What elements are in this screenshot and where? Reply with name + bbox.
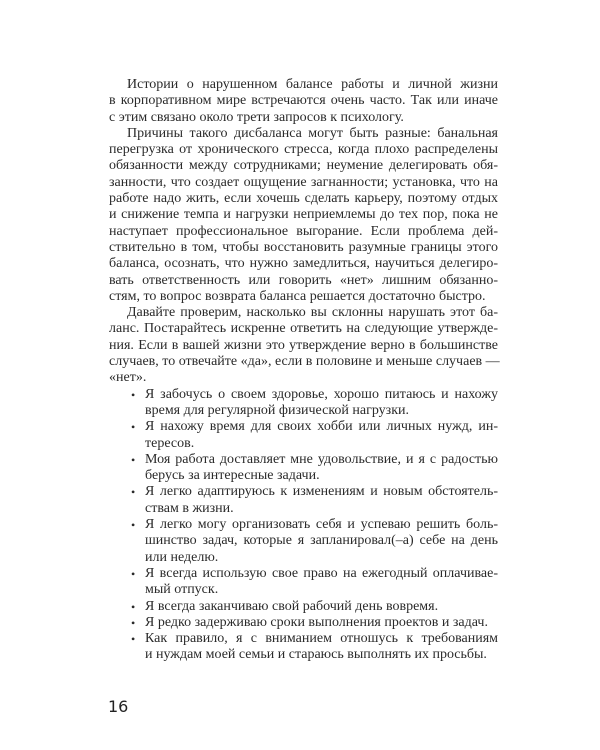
- list-item-line: [109, 599, 498, 615]
- list-item-text: Я нахожу время для своих хобби или личных нужд, ин-: [145, 419, 498, 435]
- bullet-icon: •: [131, 566, 136, 581]
- list-item-text: Как правило, я с вниманием отношусь к требованиям: [145, 631, 498, 647]
- text-line: Давайте проверим, насколько вы склонны нарушать этот ба-: [127, 305, 498, 321]
- text-line: с этим связано около трети запросов к психологу.: [109, 109, 404, 125]
- bullet-icon: •: [131, 420, 136, 435]
- text-line: Истории о нарушенном балансе работы и личной жизни: [127, 77, 498, 92]
- body-text: [109, 77, 498, 664]
- list-item-line: [109, 501, 498, 517]
- text-line: случаев, то отвечайте «да», если в половине и меньше случаев —: [109, 354, 500, 370]
- list-item: [109, 517, 498, 566]
- list-item-line: [109, 387, 498, 403]
- list-item-text: шинство задач, которые я запланировал(–а) себе на день: [145, 533, 498, 549]
- list-item: [109, 599, 498, 615]
- list-item-line: [109, 484, 498, 500]
- list-item-line: [109, 615, 498, 631]
- bullet-icon: •: [131, 485, 136, 500]
- bullet-icon: •: [131, 518, 136, 533]
- list-item-text: мый отпуск.: [145, 582, 219, 598]
- text-line: обязанности между сотрудниками; неумение делегировать обя-: [109, 158, 498, 174]
- bullet-icon: •: [131, 387, 136, 402]
- bullet-icon: •: [131, 599, 136, 614]
- list-item-line: [109, 419, 498, 435]
- list-item: [109, 615, 498, 631]
- list-item-line: [109, 436, 498, 452]
- list-item-text: Я легко адаптируюсь к изменениям и новым обстоятель-: [145, 484, 498, 500]
- list-item-text: ствам в жизни.: [145, 500, 234, 516]
- bullet-icon: •: [131, 632, 136, 647]
- list-item-line: [109, 631, 498, 647]
- text-line: баланса, осознать, что нужно замедлиться, научиться делегиро-: [109, 256, 498, 272]
- list-item-text: и нуждам моей семьи и стараюсь выполнять их просьбы.: [145, 647, 487, 663]
- text-line: ланс. Постарайтесь искренне ответить на следующие утвержде-: [109, 321, 498, 337]
- paragraph: [109, 305, 498, 386]
- text-line: занности, что создает ощущение загнанности; установка, что на: [109, 174, 498, 190]
- list-item-line: [109, 468, 498, 484]
- text-line: Причины такого дисбаланса могут быть разные: банальная: [127, 125, 498, 141]
- list-item-line: [109, 647, 498, 663]
- text-line: наступает профессиональное выгорание. Если проблема дей-: [109, 223, 498, 239]
- text-line: ния. Если в вашей жизни это утверждение верно в большинстве: [109, 337, 498, 353]
- paragraph: [109, 126, 498, 305]
- list-item-text: Моя работа доставляет мне удовольствие, и я с радостью: [145, 451, 498, 467]
- text-line: в корпоративном мире встречаются очень часто. Так или иначе: [109, 93, 498, 109]
- list-item-text: или неделю.: [145, 549, 219, 565]
- text-line: стям, то вопрос возврата баланса решается достаточно быстро.: [109, 288, 486, 304]
- list-item-line: [109, 550, 498, 566]
- list-item-line: [109, 533, 498, 549]
- list-item-text: тересов.: [145, 435, 195, 451]
- text-line: работе надо жить, если хочешь сделать карьеру, поэтому отдых: [109, 191, 498, 207]
- page-number: 16: [108, 697, 129, 716]
- list-item-text: Я забочусь о своем здоровье, хорошо питаюсь и нахожу: [145, 386, 498, 402]
- list-item-text: берусь за интересные задачи.: [145, 468, 320, 484]
- list-item: [109, 452, 498, 485]
- list-item: [109, 484, 498, 517]
- text-line: «нет».: [109, 370, 147, 386]
- list-item: [109, 419, 498, 452]
- list-item: [109, 631, 498, 664]
- text-line: ствительно в том, чтобы восстановить разумные границы этого: [109, 239, 498, 255]
- paragraph: [109, 77, 498, 126]
- list-item-text: Я всегда использую свое право на ежегодный оплачивае-: [145, 565, 498, 581]
- list-item-line: [109, 517, 498, 533]
- text-line: вать ответственность или говорить «нет» лишним обязанно-: [109, 272, 498, 288]
- list-item-line: [109, 403, 498, 419]
- list-item: [109, 387, 498, 420]
- list-item-text: Я редко задерживаю сроки выполнения проектов и задач.: [145, 614, 488, 630]
- list-item-line: [109, 452, 498, 468]
- list-item-text: Я легко могу организовать себя и успеваю решить боль-: [145, 517, 498, 533]
- list-item-text: время для регулярной физической нагрузки.: [145, 402, 409, 418]
- bullet-icon: •: [131, 615, 136, 630]
- text-line: и снижение темпа и нагрузки неприемлемы до тех пор, пока не: [109, 207, 498, 223]
- bullet-icon: •: [131, 452, 136, 467]
- text-line: перегрузка от хронического стресса, когда плохо распределены: [109, 142, 498, 158]
- list-item: [109, 566, 498, 599]
- list-item-line: [109, 582, 498, 598]
- list-item-line: [109, 566, 498, 582]
- list-item-text: Я всегда заканчиваю свой рабочий день вовремя.: [145, 598, 439, 614]
